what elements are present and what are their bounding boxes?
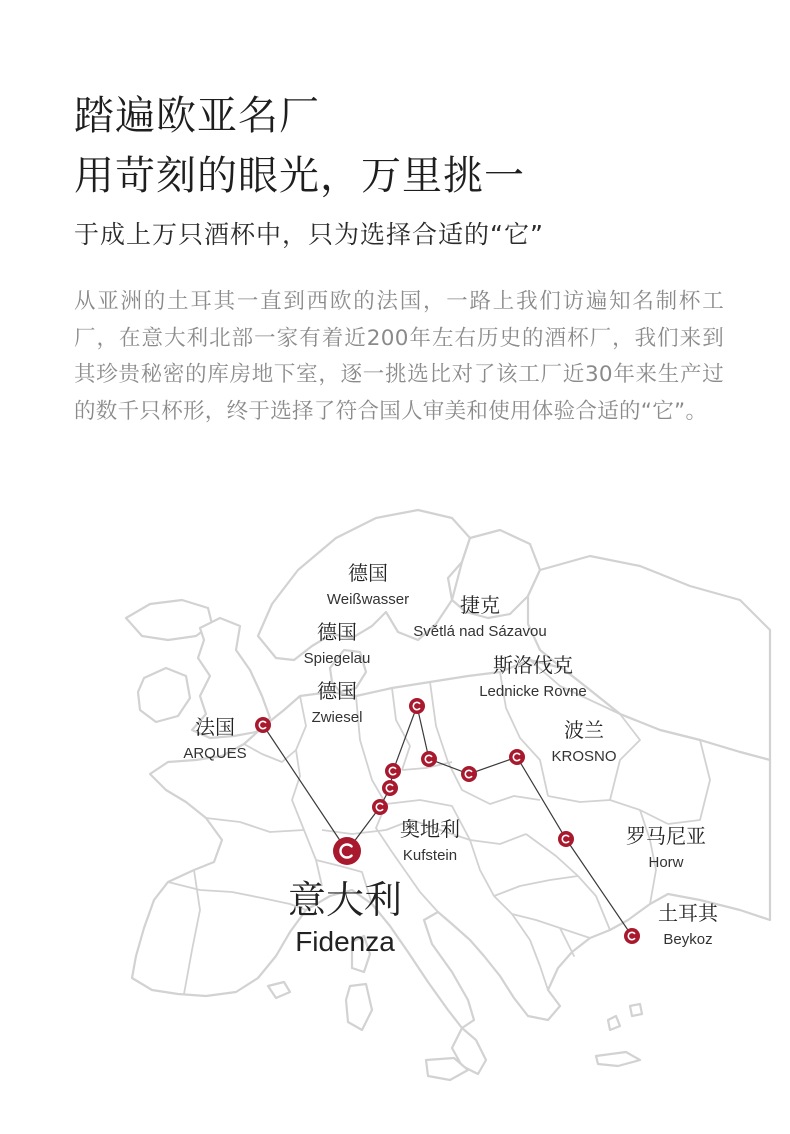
marker-slovakia-icon [461, 766, 477, 782]
label-weisswasser-country: 德国 [348, 561, 388, 585]
label-spiegelau-country: 德国 [317, 620, 357, 644]
marker-austria-icon [372, 799, 388, 815]
marker-zwiesel-icon [382, 780, 398, 796]
label-france-city: ARQUES [183, 745, 247, 762]
marker-france-icon [255, 717, 271, 733]
europe-map [0, 500, 790, 1100]
marker-romania-icon [558, 831, 574, 847]
label-turkey-city: Beykoz [663, 931, 713, 948]
page-title-line-1: 踏遍欧亚名厂 [74, 93, 320, 139]
body-paragraph: 从亚洲的土耳其一直到西欧的法国，一路上我们访遍知名制杯工厂，在意大利北部一家有着近200年左右历史的酒杯厂，我们来到其珍贵秘密的库房地下室，逐一挑选比对了该工厂近30年来生产过的数千只杯形，终于选择了符合国人审美和使用体验合适的“它”。 [74, 289, 724, 424]
marker-spiegelau-icon [385, 763, 401, 779]
marker-czech-icon [421, 751, 437, 767]
label-romania-country: 罗马尼亚 [626, 824, 706, 848]
label-zwiesel-country: 德国 [317, 679, 357, 703]
label-romania-city: Horw [648, 854, 684, 871]
label-zwiesel-city: Zwiesel [311, 709, 363, 726]
label-france-country: 法国 [195, 715, 235, 739]
marker-poland-icon [509, 749, 525, 765]
label-italy-city: Fidenza [295, 926, 395, 957]
label-turkey-country: 土耳其 [658, 901, 718, 925]
label-czech-country: 捷克 [460, 593, 500, 617]
label-slovakia-country: 斯洛伐克 [493, 653, 573, 677]
label-czech-city: Světlá nad Sázavou [413, 623, 547, 640]
label-austria-city: Kufstein [402, 847, 458, 864]
label-weisswasser-city: Weißwasser [326, 591, 410, 608]
marker-weisswasser-icon [409, 698, 425, 714]
label-austria-country: 奥地利 [400, 817, 460, 841]
label-poland-country: 波兰 [564, 718, 604, 742]
label-poland-city: KROSNO [551, 748, 617, 765]
label-slovakia-city: Lednicke Rovne [479, 683, 587, 700]
label-italy-country: 意大利 [287, 878, 403, 922]
label-spiegelau-city: Spiegelau [303, 650, 371, 667]
subtitle: 于成上万只酒杯中，只为选择合适的“它” [74, 220, 544, 249]
land-outlines [126, 510, 770, 1080]
marker-italy-icon [333, 837, 361, 865]
marker-turkey-icon [624, 928, 640, 944]
page-title-line-2: 用苛刻的眼光，万里挑一 [74, 153, 525, 199]
